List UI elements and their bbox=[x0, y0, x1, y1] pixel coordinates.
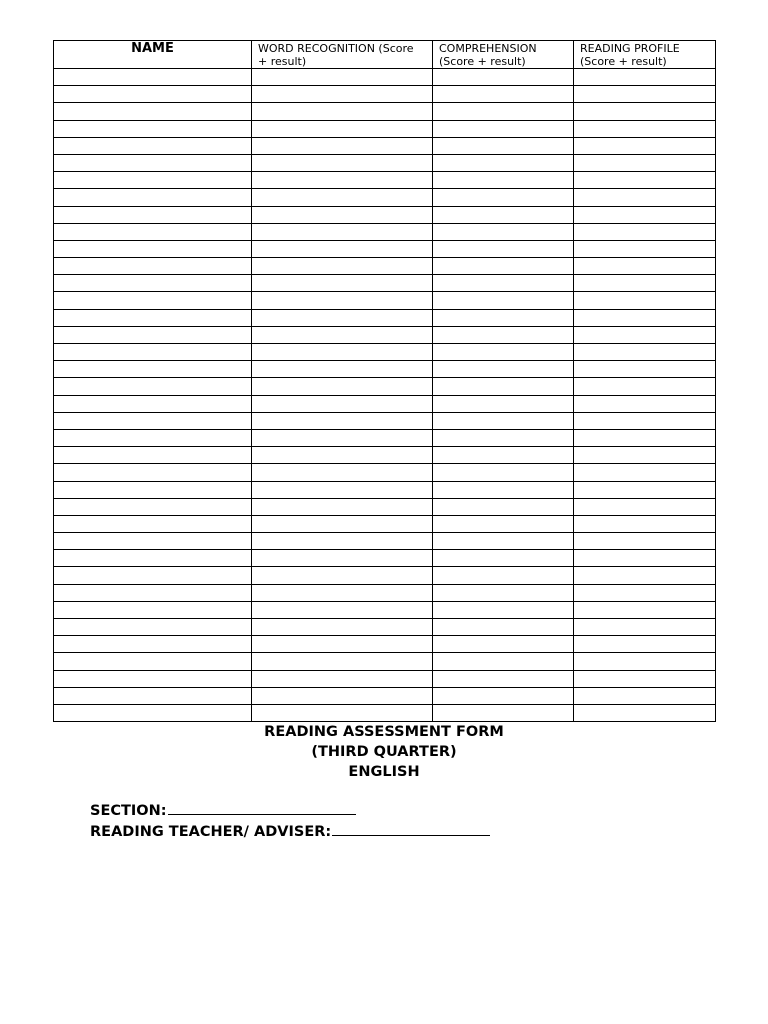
table-row bbox=[54, 361, 716, 378]
word-recognition-cell[interactable] bbox=[252, 515, 433, 532]
table-row bbox=[54, 412, 716, 429]
name-cell[interactable] bbox=[54, 223, 252, 240]
table-row bbox=[54, 258, 716, 275]
comprehension-cell[interactable] bbox=[433, 120, 574, 137]
table-row bbox=[54, 206, 716, 223]
name-cell[interactable] bbox=[54, 69, 252, 86]
word-recognition-cell[interactable] bbox=[252, 704, 433, 721]
table-row bbox=[54, 292, 716, 309]
reading-profile-cell[interactable] bbox=[574, 223, 716, 240]
name-cell[interactable] bbox=[54, 103, 252, 120]
comprehension-cell[interactable] bbox=[433, 429, 574, 446]
name-cell[interactable] bbox=[54, 636, 252, 653]
column-header-name: NAME bbox=[54, 41, 252, 69]
reading-profile-cell[interactable] bbox=[574, 447, 716, 464]
name-cell[interactable] bbox=[54, 275, 252, 292]
reading-profile-cell[interactable] bbox=[574, 533, 716, 550]
name-cell[interactable] bbox=[54, 515, 252, 532]
form-title: READING ASSESSMENT FORM bbox=[264, 724, 504, 740]
reading-profile-cell[interactable] bbox=[574, 670, 716, 687]
name-cell[interactable] bbox=[54, 429, 252, 446]
word-recognition-cell[interactable] bbox=[252, 189, 433, 206]
comprehension-cell[interactable] bbox=[433, 636, 574, 653]
reading-profile-cell[interactable] bbox=[574, 344, 716, 361]
reading-profile-cell[interactable] bbox=[574, 206, 716, 223]
table-header bbox=[54, 41, 716, 69]
table-row bbox=[54, 378, 716, 395]
table-row bbox=[54, 137, 716, 154]
name-cell[interactable] bbox=[54, 86, 252, 103]
reading-profile-cell[interactable] bbox=[574, 653, 716, 670]
reading-profile-cell[interactable] bbox=[574, 429, 716, 446]
reading-profile-cell[interactable] bbox=[574, 292, 716, 309]
word-recognition-cell[interactable] bbox=[252, 103, 433, 120]
word-recognition-cell[interactable] bbox=[252, 533, 433, 550]
name-cell[interactable] bbox=[54, 550, 252, 567]
word-recognition-cell[interactable] bbox=[252, 464, 433, 481]
comprehension-cell[interactable] bbox=[433, 550, 574, 567]
name-cell[interactable] bbox=[54, 447, 252, 464]
comprehension-cell[interactable] bbox=[433, 86, 574, 103]
word-recognition-cell[interactable] bbox=[252, 481, 433, 498]
name-cell[interactable] bbox=[54, 481, 252, 498]
reading-profile-cell[interactable] bbox=[574, 309, 716, 326]
assessment-table bbox=[53, 40, 716, 722]
name-cell[interactable] bbox=[54, 378, 252, 395]
word-recognition-cell[interactable] bbox=[252, 86, 433, 103]
reading-profile-cell[interactable] bbox=[574, 86, 716, 103]
reading-profile-cell[interactable] bbox=[574, 412, 716, 429]
word-recognition-cell[interactable] bbox=[252, 154, 433, 171]
name-cell[interactable] bbox=[54, 189, 252, 206]
header-row bbox=[54, 41, 716, 69]
comprehension-cell[interactable] bbox=[433, 567, 574, 584]
comprehension-cell[interactable] bbox=[433, 103, 574, 120]
table-row bbox=[54, 240, 716, 257]
comprehension-cell[interactable] bbox=[433, 412, 574, 429]
name-cell[interactable] bbox=[54, 258, 252, 275]
reading-profile-cell[interactable] bbox=[574, 275, 716, 292]
comprehension-cell[interactable] bbox=[433, 584, 574, 601]
word-recognition-cell[interactable] bbox=[252, 326, 433, 343]
name-cell[interactable] bbox=[54, 240, 252, 257]
comprehension-cell[interactable] bbox=[433, 601, 574, 618]
reading-profile-cell[interactable] bbox=[574, 154, 716, 171]
word-recognition-cell[interactable] bbox=[252, 670, 433, 687]
word-recognition-cell[interactable] bbox=[252, 120, 433, 137]
comprehension-cell[interactable] bbox=[433, 515, 574, 532]
table-row bbox=[54, 515, 716, 532]
table-row bbox=[54, 704, 716, 721]
word-recognition-cell[interactable] bbox=[252, 584, 433, 601]
comprehension-cell[interactable] bbox=[433, 326, 574, 343]
comprehension-cell[interactable] bbox=[433, 533, 574, 550]
form-quarter: (THIRD QUARTER) bbox=[311, 744, 457, 760]
word-recognition-cell[interactable] bbox=[252, 137, 433, 154]
section-field bbox=[90, 800, 490, 821]
reading-profile-cell[interactable] bbox=[574, 550, 716, 567]
word-recognition-cell[interactable] bbox=[252, 172, 433, 189]
comprehension-cell[interactable] bbox=[433, 653, 574, 670]
table-row bbox=[54, 172, 716, 189]
section-blank-line[interactable] bbox=[168, 800, 356, 815]
table-row bbox=[54, 498, 716, 515]
form-fields bbox=[90, 800, 490, 842]
word-recognition-cell[interactable] bbox=[252, 498, 433, 515]
comprehension-cell[interactable] bbox=[433, 275, 574, 292]
word-recognition-cell[interactable] bbox=[252, 601, 433, 618]
comprehension-cell[interactable] bbox=[433, 670, 574, 687]
word-recognition-cell[interactable] bbox=[252, 429, 433, 446]
comprehension-cell[interactable] bbox=[433, 361, 574, 378]
reading-profile-cell[interactable] bbox=[574, 69, 716, 86]
word-recognition-cell[interactable] bbox=[252, 223, 433, 240]
form-title-block bbox=[0, 722, 768, 782]
table-row bbox=[54, 636, 716, 653]
table-row bbox=[54, 309, 716, 326]
word-recognition-cell[interactable] bbox=[252, 687, 433, 704]
name-cell[interactable] bbox=[54, 670, 252, 687]
reading-profile-cell[interactable] bbox=[574, 240, 716, 257]
table-row bbox=[54, 447, 716, 464]
word-recognition-cell[interactable] bbox=[252, 292, 433, 309]
comprehension-cell[interactable] bbox=[433, 395, 574, 412]
table-row bbox=[54, 687, 716, 704]
reading-profile-cell[interactable] bbox=[574, 481, 716, 498]
table-row bbox=[54, 464, 716, 481]
reading-profile-cell[interactable] bbox=[574, 103, 716, 120]
table-row bbox=[54, 601, 716, 618]
section-label: SECTION: bbox=[90, 803, 167, 819]
comprehension-cell[interactable] bbox=[433, 137, 574, 154]
word-recognition-cell[interactable] bbox=[252, 636, 433, 653]
table-row bbox=[54, 550, 716, 567]
name-cell[interactable] bbox=[54, 137, 252, 154]
name-cell[interactable] bbox=[54, 687, 252, 704]
comprehension-cell[interactable] bbox=[433, 189, 574, 206]
reading-profile-cell[interactable] bbox=[574, 326, 716, 343]
word-recognition-cell[interactable] bbox=[252, 240, 433, 257]
reading-profile-cell[interactable] bbox=[574, 137, 716, 154]
reading-profile-cell[interactable] bbox=[574, 584, 716, 601]
teacher-label: READING TEACHER/ ADVISER: bbox=[90, 824, 332, 840]
reading-profile-cell[interactable] bbox=[574, 172, 716, 189]
reading-profile-cell[interactable] bbox=[574, 378, 716, 395]
reading-profile-cell[interactable] bbox=[574, 361, 716, 378]
comprehension-cell[interactable] bbox=[433, 309, 574, 326]
table-row bbox=[54, 120, 716, 137]
word-recognition-cell[interactable] bbox=[252, 567, 433, 584]
column-header-word-recognition: WORD RECOGNITION (Score + result) bbox=[252, 41, 433, 69]
reading-profile-cell[interactable] bbox=[574, 687, 716, 704]
table-row bbox=[54, 395, 716, 412]
name-cell[interactable] bbox=[54, 464, 252, 481]
name-cell[interactable] bbox=[54, 395, 252, 412]
table-row bbox=[54, 154, 716, 171]
teacher-blank-line[interactable] bbox=[332, 821, 490, 836]
comprehension-cell[interactable] bbox=[433, 292, 574, 309]
table-row bbox=[54, 189, 716, 206]
comprehension-cell[interactable] bbox=[433, 619, 574, 636]
name-cell[interactable] bbox=[54, 326, 252, 343]
word-recognition-cell[interactable] bbox=[252, 344, 433, 361]
name-cell[interactable] bbox=[54, 567, 252, 584]
comprehension-cell[interactable] bbox=[433, 498, 574, 515]
word-recognition-cell[interactable] bbox=[252, 206, 433, 223]
word-recognition-cell[interactable] bbox=[252, 361, 433, 378]
word-recognition-cell[interactable] bbox=[252, 258, 433, 275]
word-recognition-cell[interactable] bbox=[252, 550, 433, 567]
name-cell[interactable] bbox=[54, 533, 252, 550]
name-cell[interactable] bbox=[54, 206, 252, 223]
comprehension-cell[interactable] bbox=[433, 378, 574, 395]
reading-profile-cell[interactable] bbox=[574, 189, 716, 206]
name-cell[interactable] bbox=[54, 309, 252, 326]
comprehension-cell[interactable] bbox=[433, 687, 574, 704]
name-cell[interactable] bbox=[54, 172, 252, 189]
word-recognition-cell[interactable] bbox=[252, 275, 433, 292]
table-row bbox=[54, 533, 716, 550]
table-row bbox=[54, 69, 716, 86]
word-recognition-cell[interactable] bbox=[252, 395, 433, 412]
comprehension-cell[interactable] bbox=[433, 464, 574, 481]
word-recognition-cell[interactable] bbox=[252, 653, 433, 670]
comprehension-cell[interactable] bbox=[433, 704, 574, 721]
table-row bbox=[54, 567, 716, 584]
comprehension-cell[interactable] bbox=[433, 344, 574, 361]
column-header-comprehension: COMPREHENSION (Score + result) bbox=[433, 41, 574, 69]
form-subject: ENGLISH bbox=[348, 764, 420, 780]
comprehension-cell[interactable] bbox=[433, 69, 574, 86]
word-recognition-cell[interactable] bbox=[252, 69, 433, 86]
table-row bbox=[54, 326, 716, 343]
name-cell[interactable] bbox=[54, 619, 252, 636]
reading-profile-cell[interactable] bbox=[574, 567, 716, 584]
comprehension-cell[interactable] bbox=[433, 206, 574, 223]
table-row bbox=[54, 86, 716, 103]
table-row bbox=[54, 344, 716, 361]
table-row bbox=[54, 619, 716, 636]
name-cell[interactable] bbox=[54, 361, 252, 378]
reading-profile-cell[interactable] bbox=[574, 619, 716, 636]
table-row bbox=[54, 584, 716, 601]
table-row bbox=[54, 429, 716, 446]
reading-profile-cell[interactable] bbox=[574, 498, 716, 515]
reading-profile-cell[interactable] bbox=[574, 258, 716, 275]
name-cell[interactable] bbox=[54, 704, 252, 721]
reading-profile-cell[interactable] bbox=[574, 464, 716, 481]
word-recognition-cell[interactable] bbox=[252, 619, 433, 636]
word-recognition-cell[interactable] bbox=[252, 378, 433, 395]
name-cell[interactable] bbox=[54, 344, 252, 361]
name-cell[interactable] bbox=[54, 412, 252, 429]
name-cell[interactable] bbox=[54, 292, 252, 309]
table-body bbox=[54, 69, 716, 722]
table-row bbox=[54, 670, 716, 687]
reading-profile-cell[interactable] bbox=[574, 120, 716, 137]
name-cell[interactable] bbox=[54, 653, 252, 670]
table-row bbox=[54, 481, 716, 498]
name-cell[interactable] bbox=[54, 120, 252, 137]
table-row bbox=[54, 275, 716, 292]
table-row bbox=[54, 223, 716, 240]
reading-profile-cell[interactable] bbox=[574, 636, 716, 653]
name-cell[interactable] bbox=[54, 498, 252, 515]
comprehension-cell[interactable] bbox=[433, 223, 574, 240]
word-recognition-cell[interactable] bbox=[252, 447, 433, 464]
reading-profile-cell[interactable] bbox=[574, 601, 716, 618]
name-cell[interactable] bbox=[54, 601, 252, 618]
reading-profile-cell[interactable] bbox=[574, 704, 716, 721]
reading-profile-cell[interactable] bbox=[574, 395, 716, 412]
comprehension-cell[interactable] bbox=[433, 240, 574, 257]
word-recognition-cell[interactable] bbox=[252, 412, 433, 429]
column-header-reading-profile: READING PROFILE (Score + result) bbox=[574, 41, 716, 69]
name-cell[interactable] bbox=[54, 154, 252, 171]
table-row bbox=[54, 103, 716, 120]
teacher-field bbox=[90, 821, 490, 842]
word-recognition-cell[interactable] bbox=[252, 309, 433, 326]
comprehension-cell[interactable] bbox=[433, 154, 574, 171]
comprehension-cell[interactable] bbox=[433, 481, 574, 498]
comprehension-cell[interactable] bbox=[433, 258, 574, 275]
comprehension-cell[interactable] bbox=[433, 447, 574, 464]
name-cell[interactable] bbox=[54, 584, 252, 601]
comprehension-cell[interactable] bbox=[433, 172, 574, 189]
table-row bbox=[54, 653, 716, 670]
reading-profile-cell[interactable] bbox=[574, 515, 716, 532]
